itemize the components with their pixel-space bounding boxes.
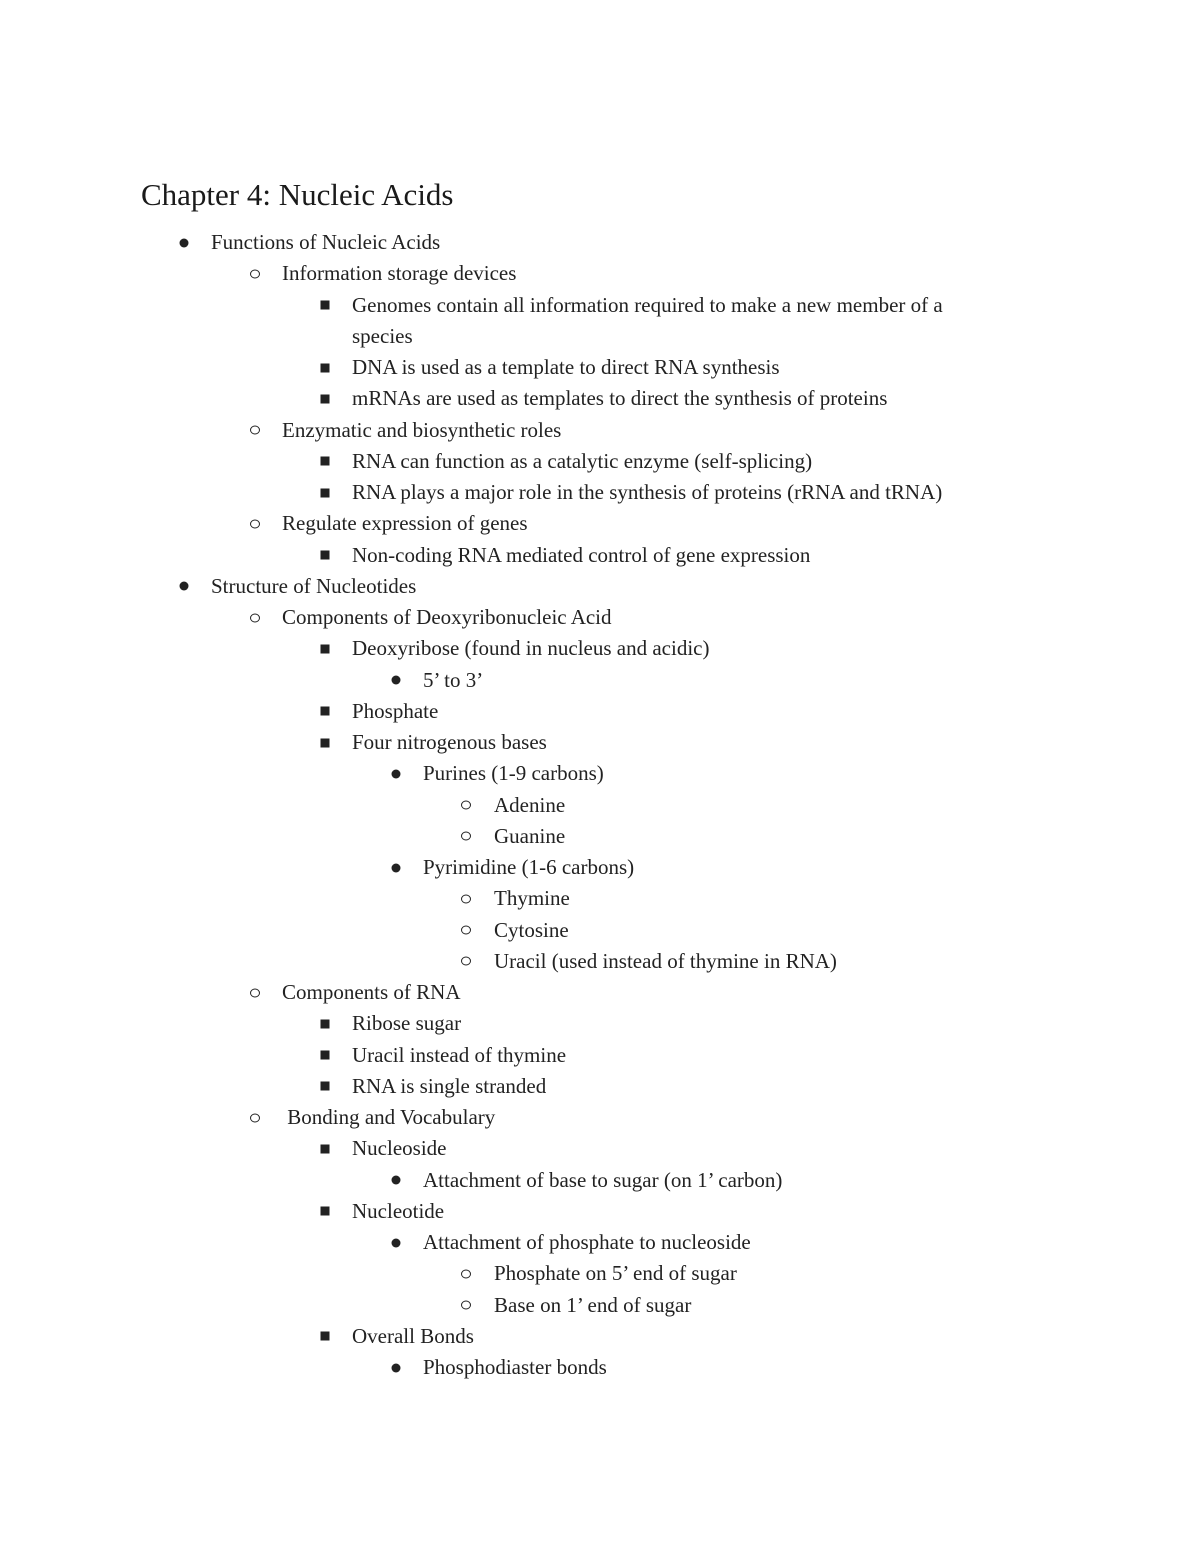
list-item [0,1227,1200,1258]
filled-bullet-icon [390,758,402,789]
list-item [0,290,1200,321]
square-bullet-icon [319,1008,331,1039]
hollow-bullet-icon [460,790,472,821]
list-item [0,446,1200,477]
filled-bullet-icon [390,852,402,883]
list-item [0,352,1200,383]
list-item-text: Overall Bonds [352,1323,474,1348]
list-item-text: Cytosine [494,917,569,942]
hollow-bullet-icon [460,946,472,977]
square-bullet-icon [319,633,331,664]
list-item-text: Enzymatic and biosynthetic roles [282,417,562,442]
square-bullet-icon [319,1321,331,1352]
list-item [0,258,1200,289]
list-item-text: Structure of Nucleotides [211,573,417,598]
list-item-text: Functions of Nucleic Acids [211,230,441,254]
square-bullet-icon [319,727,331,758]
list-item [0,1040,1200,1071]
list-item-text: Ribose sugar [352,1011,462,1036]
list-item-text: Phosphate [352,698,439,723]
list-item-text: Attachment of phosphate to nucleoside [423,1230,751,1254]
filled-bullet-icon [178,571,190,602]
list-item-text: Base on 1’ end of sugar [494,1292,692,1317]
square-bullet-icon [319,696,331,727]
hollow-bullet-icon [249,602,261,633]
list-item [0,696,1200,727]
list-item [0,1352,1200,1383]
hollow-bullet-icon [460,883,472,914]
hollow-bullet-icon [249,508,261,539]
hollow-bullet-icon [249,258,261,289]
list-item-text: Components of RNA [282,980,461,1004]
list-item [0,227,1200,258]
list-item-text: species [352,323,413,348]
hollow-bullet-icon [460,1258,472,1289]
list-item [0,1102,1200,1133]
square-bullet-icon [319,290,331,321]
list-item-text: Thymine [494,886,570,911]
list-item-text: Purines (1-9 carbons) [423,761,604,786]
list-item-text: Nucleoside [352,1136,447,1161]
list-item [0,883,1200,914]
list-item [0,633,1200,664]
list-item [0,602,1200,633]
list-item [0,727,1200,758]
square-bullet-icon [319,1071,331,1102]
bulleted-outline [0,227,1200,1383]
hollow-bullet-icon [249,415,261,446]
list-item [0,477,1200,508]
filled-bullet-icon [390,665,402,696]
square-bullet-icon [319,383,331,414]
square-bullet-icon [319,446,331,477]
hollow-bullet-icon [460,915,472,946]
hollow-bullet-icon [249,1102,261,1133]
list-item [0,1196,1200,1227]
filled-bullet-icon [390,1165,402,1196]
list-item [0,1071,1200,1102]
list-item-text: Guanine [494,823,566,848]
list-item-text: DNA is used as a template to direct RNA synthesis [352,355,780,379]
list-item [0,821,1200,852]
list-item [0,321,1200,352]
list-item-text: Nucleotide [352,1198,445,1223]
hollow-bullet-icon [460,1290,472,1321]
filled-bullet-icon [178,227,190,258]
square-bullet-icon [319,477,331,508]
square-bullet-icon [319,540,331,571]
list-item [0,1290,1200,1321]
list-item-text: Uracil instead of thymine [352,1042,567,1067]
square-bullet-icon [319,1040,331,1071]
list-item-text: RNA can function as a catalytic enzyme (self-splicing) [352,448,813,473]
list-item-text: mRNAs are used as templates to direct the synthesis of proteins [352,386,888,411]
square-bullet-icon [319,352,331,383]
list-item [0,1321,1200,1352]
list-item [0,1008,1200,1039]
list-item-text: RNA plays a major role in the synthesis of proteins (rRNA and tRNA) [352,480,943,504]
list-item [0,1258,1200,1289]
list-item-text: RNA is single stranded [352,1073,547,1098]
hollow-bullet-icon [249,977,261,1008]
list-item-text: Non-coding RNA mediated control of gene expression [352,542,811,567]
list-item-text: Uracil (used instead of thymine in RNA) [494,948,837,973]
list-item [0,946,1200,977]
list-item-text: Deoxyribose (found in nucleus and acidic) [352,636,710,661]
list-item-text: Components of Deoxyribonucleic Acid [282,605,612,629]
filled-bullet-icon [390,1352,402,1383]
list-item-text: Pyrimidine (1-6 carbons) [423,855,635,879]
list-item [0,665,1200,696]
list-item [0,1133,1200,1164]
list-item [0,571,1200,602]
list-item-text: Information storage devices [282,261,517,286]
list-item [0,1165,1200,1196]
list-item [0,508,1200,539]
list-item [0,852,1200,883]
list-item-text: Attachment of base to sugar (on 1’ carbon) [423,1167,783,1192]
list-item-text: 5’ to 3’ [423,667,484,692]
list-item-text: Regulate expression of genes [282,511,528,536]
list-item-text: Adenine [494,792,566,817]
hollow-bullet-icon [460,821,472,852]
list-item-text: Four nitrogenous bases [352,730,547,754]
filled-bullet-icon [390,1227,402,1258]
square-bullet-icon [319,1133,331,1164]
list-item-text: Phosphate on 5’ end of sugar [494,1261,737,1286]
list-item [0,790,1200,821]
page-title: Chapter 4: Nucleic Acids [141,177,454,212]
list-item-text: Phosphodiaster bonds [423,1355,607,1379]
list-item-text: Genomes contain all information required to make a new member of a [352,292,943,317]
list-item [0,915,1200,946]
square-bullet-icon [319,1196,331,1227]
list-item [0,415,1200,446]
list-item [0,977,1200,1008]
list-item [0,758,1200,789]
list-item [0,383,1200,414]
list-item-text: Bonding and Vocabulary [282,1105,496,1129]
list-item [0,540,1200,571]
